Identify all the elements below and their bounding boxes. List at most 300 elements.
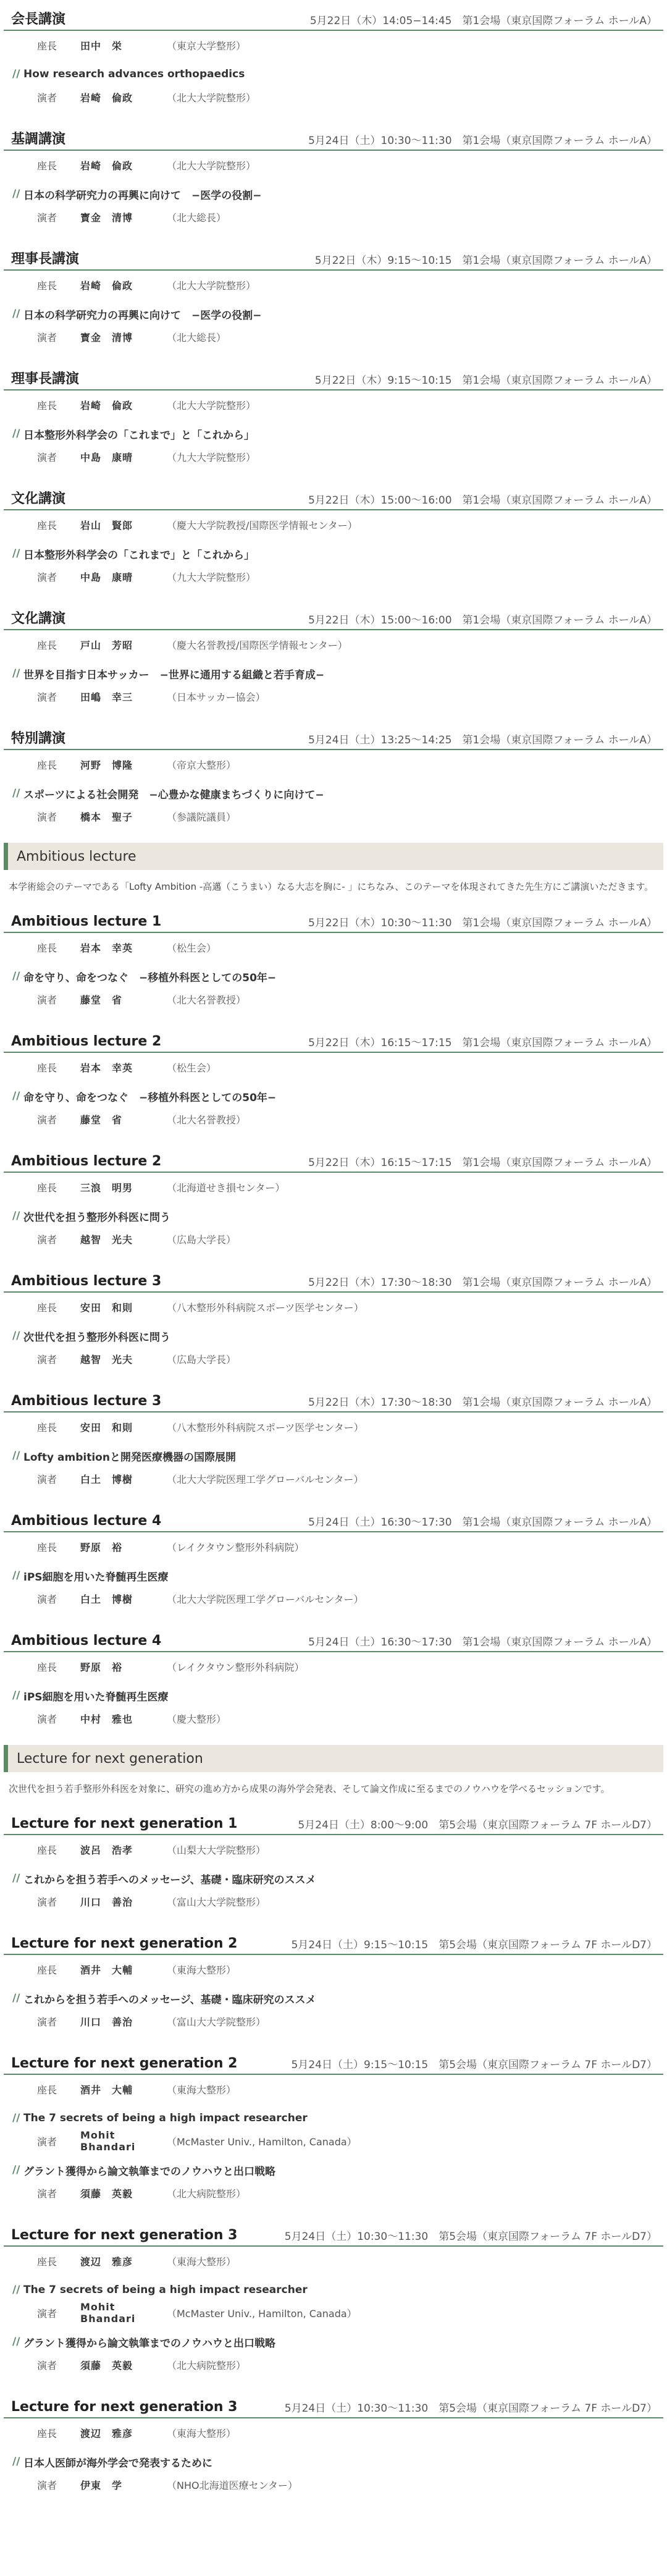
person-row [12, 1416, 663, 1437]
person-name: 川口 善治 [80, 2016, 133, 2028]
session-header [4, 1262, 663, 1293]
topic-marker-icon: // [12, 2112, 20, 2124]
person-row [12, 2130, 663, 2152]
person-name: 中村 雅也 [80, 1713, 133, 1725]
topic-marker-icon: // [12, 970, 20, 982]
person-role: 座長 [37, 1421, 57, 1434]
person-name: 中島 康晴 [80, 451, 133, 463]
person-row [12, 1296, 663, 1317]
session-datetime-venue: 5月24日（土）16:30〜17:30 第1会場（東京国際フォーラム ホールA） [308, 1636, 657, 1649]
person-row [12, 686, 663, 707]
person-affiliation: （慶大大学院教授/国際医学情報センター） [167, 519, 358, 531]
person-name: 寳金 清博 [80, 211, 133, 224]
session-block [4, 1262, 663, 1382]
person-name: 岩本 幸英 [80, 942, 133, 954]
person-role: 演者 [37, 451, 57, 463]
session-block [4, 1924, 663, 2044]
session-header [4, 2044, 663, 2075]
topic-marker-icon: // [12, 2456, 20, 2468]
session-title: Ambitious lecture 4 [11, 1633, 162, 1649]
session-header [4, 120, 663, 151]
session-body [4, 1173, 663, 1262]
session-header [4, 1804, 663, 1835]
session-header [4, 1022, 663, 1053]
person-role: 座長 [37, 2084, 57, 2096]
person-affiliation: （九大大学院整形） [167, 451, 256, 463]
session-header [4, 719, 663, 750]
person-row [12, 1176, 663, 1197]
person-row [12, 2011, 663, 2032]
session-body [4, 271, 663, 360]
session-title: 理事長講演 [11, 371, 80, 387]
person-row [12, 274, 663, 295]
lecture-topic [12, 62, 663, 87]
person-name: 三浪 明男 [80, 1181, 133, 1194]
person-role: 座長 [37, 159, 57, 172]
session-title: 文化講演 [11, 491, 66, 507]
person-name: 酒井 大輔 [80, 1964, 133, 1976]
session-header [4, 2388, 663, 2418]
lecture-topic [12, 1866, 663, 1891]
session-block [4, 902, 663, 1022]
session-title: Ambitious lecture 2 [11, 1154, 162, 1169]
person-row [12, 154, 663, 175]
session-header [4, 360, 663, 391]
session-header [4, 479, 663, 510]
person-role: 演者 [37, 1113, 57, 1126]
topic-text: 世界を目指す日本サッカー −世界に通用する組織と若手育成− [23, 669, 325, 682]
topic-text: グラント獲得から論文執筆までのノウハウと出口戦略 [23, 2165, 275, 2178]
session-header [4, 1142, 663, 1173]
person-name: 須藤 英毅 [80, 2187, 133, 2200]
person-row [12, 937, 663, 958]
session-block [4, 719, 663, 839]
person-affiliation: （日本サッカー協会） [167, 691, 266, 703]
session-block [4, 599, 663, 719]
session-block [4, 1382, 663, 1501]
person-row [12, 2302, 663, 2323]
person-role: 演者 [37, 691, 57, 703]
session-datetime-venue: 5月22日（木）10:30〜11:30 第1会場（東京国際フォーラム ホールA） [308, 917, 657, 929]
session-title: Ambitious lecture 2 [11, 1034, 162, 1049]
session-body [4, 151, 663, 240]
person-affiliation: （NHO北海道医療センター） [167, 2479, 298, 2491]
person-row [12, 634, 663, 655]
person-affiliation: （参議院議員） [167, 811, 237, 823]
session-body [4, 2418, 663, 2507]
topic-text: iPS細胞を用いた脊髄再生医療 [23, 1571, 169, 1584]
session-body [4, 1955, 663, 2044]
person-name: Mohit Bhandari [80, 2129, 136, 2153]
person-name: 岩崎 倫政 [80, 399, 133, 412]
session-datetime-venue: 5月24日（土）9:15〜10:15 第5会場（東京国際フォーラム 7F ホールD7） [291, 1939, 657, 1951]
person-role: 演者 [37, 1593, 57, 1605]
session-header [4, 0, 663, 31]
person-name: 白土 博樹 [80, 1593, 133, 1605]
topic-marker-icon: // [12, 1210, 20, 1222]
session-body [4, 2247, 663, 2388]
session-datetime-venue: 5月22日（木）16:15〜17:15 第1会場（東京国際フォーラム ホールA） [308, 1037, 657, 1049]
person-row [12, 1588, 663, 1609]
person-name: 渡辺 雅彦 [80, 2427, 133, 2439]
session-title: 会長講演 [11, 12, 66, 27]
session-datetime-venue: 5月24日（土）8:00〜9:00 第5会場（東京国際フォーラム 7F ホールD7） [298, 1819, 657, 1831]
session-title: Ambitious lecture 3 [11, 1273, 162, 1289]
topic-text: 日本人医師が海外学会で発表するために [23, 2457, 212, 2470]
person-row [12, 2079, 663, 2100]
session-datetime-venue: 5月24日（土）10:30〜11:30 第1会場（東京国際フォーラム ホールA） [308, 135, 657, 147]
session-datetime-venue: 5月24日（土）16:30〜17:30 第1会場（東京国際フォーラム ホールA） [308, 1516, 657, 1529]
person-affiliation: （慶大名誉教授/国際医学情報センター） [167, 639, 348, 651]
person-row [12, 566, 663, 587]
person-affiliation: （北大総長） [167, 211, 227, 224]
person-name: 岩本 幸英 [80, 1062, 133, 1074]
lecture-topic [12, 661, 663, 686]
person-role: 演者 [37, 1233, 57, 1246]
session-title: Ambitious lecture 4 [11, 1513, 162, 1529]
session-body [4, 391, 663, 479]
person-role: 演者 [37, 1713, 57, 1725]
topic-marker-icon: // [12, 1872, 20, 1885]
session-title: Lecture for next generation 1 [11, 1816, 238, 1831]
person-role: 座長 [37, 279, 57, 292]
person-name: 伊東 学 [80, 2479, 123, 2491]
person-role: 演者 [37, 2016, 57, 2028]
person-affiliation: （富山大大学院整形） [167, 2016, 266, 2028]
session-body [4, 1835, 663, 1924]
lecture-topic [12, 182, 663, 206]
session-body [4, 1532, 663, 1621]
person-affiliation: （北海道せき損センター） [167, 1181, 285, 1194]
session-datetime-venue: 5月22日（木）15:00〜16:00 第1会場（東京国際フォーラム ホールA） [308, 494, 657, 507]
person-name: 川口 善治 [80, 1896, 133, 1908]
session-datetime-venue: 5月22日（木）9:15〜10:15 第1会場（東京国際フォーラム ホールA） [314, 374, 657, 387]
person-name: 岩崎 倫政 [80, 159, 133, 172]
session-header [4, 1501, 663, 1532]
person-role: 演者 [37, 91, 57, 104]
session-body [4, 1413, 663, 1501]
person-row [12, 1348, 663, 1369]
person-role: 座長 [37, 1062, 57, 1074]
person-affiliation: （東京大学整形） [167, 40, 246, 52]
person-name: 寳金 清博 [80, 331, 133, 344]
person-affiliation: （九大大学院整形） [167, 571, 256, 583]
person-name: 白土 博樹 [80, 1473, 133, 1485]
section-heading: Ambitious lecture [4, 843, 663, 870]
lecture-topic [12, 1324, 663, 1348]
person-row [12, 1468, 663, 1489]
person-name: 越智 光夫 [80, 1233, 133, 1246]
session-title: 基調講演 [11, 132, 66, 147]
session-datetime-venue: 5月24日（土）9:15〜10:15 第5会場（東京国際フォーラム 7F ホールD7） [291, 2059, 657, 2071]
person-role: 演者 [37, 2359, 57, 2371]
person-name: 安田 和則 [80, 1421, 133, 1434]
topic-marker-icon: // [12, 2164, 20, 2176]
topic-text: 日本整形外科学会の「これまで」と「これから」 [23, 549, 254, 562]
session-block [4, 0, 663, 120]
session-block [4, 1142, 663, 1262]
person-role: 座長 [37, 1661, 57, 1673]
topic-text: 日本整形外科学会の「これまで」と「これから」 [23, 429, 254, 442]
person-affiliation: （McMaster Univ., Hamilton, Canada） [167, 2135, 357, 2148]
person-role: 演者 [37, 1353, 57, 1366]
person-role: 演者 [37, 2479, 57, 2491]
person-name: 波呂 浩孝 [80, 1844, 133, 1856]
person-name: 越智 光夫 [80, 1353, 133, 1366]
person-role: 演者 [37, 1473, 57, 1485]
person-name: 岩崎 倫政 [80, 91, 133, 104]
topic-text: Lofty ambitionと開発医療機器の国際展開 [23, 1451, 236, 1464]
topic-text: 日本の科学研究力の再興に向けて −医学の役割− [23, 309, 262, 322]
person-row [12, 2474, 663, 2495]
topic-marker-icon: // [12, 1450, 20, 1462]
session-body [4, 1652, 663, 1741]
person-name: 河野 博隆 [80, 759, 133, 771]
person-affiliation: （東海大整形） [167, 2255, 237, 2268]
lecture-topic [12, 541, 663, 566]
lecture-topic [12, 2158, 663, 2182]
session-body [4, 31, 663, 120]
session-block [4, 479, 663, 599]
session-header [4, 2216, 663, 2247]
person-affiliation: （北大大学院整形） [167, 159, 256, 172]
session-datetime-venue: 5月22日（木）14:05−14:45 第1会場（東京国際フォーラム ホールA） [309, 15, 657, 27]
topic-marker-icon: // [12, 188, 20, 200]
person-row [12, 1708, 663, 1729]
topic-text: The 7 secrets of being a high impact researcher [23, 2112, 308, 2124]
topic-text: 次世代を担う整形外科医に問う [23, 1331, 170, 1344]
person-name: 藤堂 省 [80, 1113, 123, 1126]
lecture-topic [12, 2449, 663, 2474]
person-affiliation: （McMaster Univ., Hamilton, Canada） [167, 2307, 357, 2320]
session-title: Lecture for next generation 3 [11, 2399, 238, 2415]
topic-marker-icon: // [12, 547, 20, 560]
person-role: 座長 [37, 1181, 57, 1194]
person-affiliation: （広島大学長） [167, 1233, 237, 1246]
topic-marker-icon: // [12, 667, 20, 680]
person-role: 座長 [37, 1301, 57, 1314]
person-affiliation: （東海大整形） [167, 1964, 237, 1976]
person-affiliation: （東海大整形） [167, 2427, 237, 2439]
session-title: 理事長講演 [11, 251, 80, 267]
person-row [12, 87, 663, 108]
person-name: 須藤 英毅 [80, 2359, 133, 2371]
session-header [4, 1924, 663, 1955]
topic-text: 日本の科学研究力の再興に向けて −医学の役割− [23, 189, 262, 202]
lecture-topic [12, 1563, 663, 1588]
lecture-topic [12, 2329, 663, 2354]
session-block [4, 1621, 663, 1741]
person-row [12, 206, 663, 227]
section-heading: Lecture for next generation [4, 1745, 663, 1772]
topic-text: スポーツによる社会開発 −心豊かな健康まちづくりに向けて− [23, 788, 324, 801]
person-affiliation: （レイクタウン整形外科病院） [167, 1661, 304, 1673]
session-title: 文化講演 [11, 611, 66, 627]
person-name: 岩山 賢郎 [80, 519, 133, 531]
session-title: Lecture for next generation 2 [11, 1936, 238, 1951]
person-row [12, 1228, 663, 1249]
person-row [12, 1839, 663, 1860]
session-title: 特別講演 [11, 731, 66, 746]
person-role: 座長 [37, 40, 57, 52]
person-name: Mohit Bhandari [80, 2301, 136, 2325]
person-role: 座長 [37, 399, 57, 412]
lecture-topic [12, 302, 663, 326]
person-role: 座長 [37, 519, 57, 531]
person-affiliation: （北大大学院整形） [167, 399, 256, 412]
session-datetime-venue: 5月24日（土）10:30〜11:30 第5会場（東京国際フォーラム 7F ホールD7） [284, 2402, 657, 2415]
session-body [4, 1053, 663, 1142]
person-affiliation: （北大名誉教授） [167, 994, 246, 1006]
session-block [4, 120, 663, 240]
person-name: 岩崎 倫政 [80, 279, 133, 292]
lecture-topic [12, 1443, 663, 1468]
person-row [12, 35, 663, 56]
person-affiliation: （レイクタウン整形外科病院） [167, 1541, 304, 1553]
person-affiliation: （東海大整形） [167, 2084, 237, 2096]
person-affiliation: （帝京大整形） [167, 759, 237, 771]
session-title: Lecture for next generation 3 [11, 2228, 238, 2243]
person-row [12, 989, 663, 1010]
person-affiliation: （北大大学院医理工学グローバルセンター） [167, 1473, 364, 1485]
person-name: 藤堂 省 [80, 994, 123, 1006]
topic-marker-icon: // [12, 1992, 20, 2004]
person-affiliation: （松生会） [167, 942, 217, 954]
topic-marker-icon: // [12, 1689, 20, 1702]
person-name: 中島 康晴 [80, 571, 133, 583]
session-block [4, 1804, 663, 1924]
person-row [12, 1536, 663, 1557]
session-block [4, 360, 663, 479]
person-affiliation: （北大病院整形） [167, 2187, 246, 2200]
person-affiliation: （北大大学院整形） [167, 279, 256, 292]
person-row [12, 1891, 663, 1912]
person-role: 演者 [37, 2187, 57, 2200]
lecture-topic [12, 2106, 663, 2130]
person-role: 演者 [37, 1896, 57, 1908]
session-body [4, 750, 663, 839]
person-role: 座長 [37, 1541, 57, 1553]
session-block [4, 2388, 663, 2507]
person-row [12, 446, 663, 467]
person-role: 演者 [37, 994, 57, 1006]
topic-text: The 7 secrets of being a high impact researcher [23, 2284, 308, 2296]
person-affiliation: （松生会） [167, 1062, 217, 1074]
person-name: 戸山 芳昭 [80, 639, 133, 651]
session-block [4, 1022, 663, 1142]
topic-marker-icon: // [12, 1330, 20, 1342]
person-role: 演者 [37, 2307, 57, 2320]
session-title: Lecture for next generation 2 [11, 2056, 238, 2071]
person-name: 野原 裕 [80, 1541, 123, 1553]
person-role: 演者 [37, 211, 57, 224]
session-header [4, 1621, 663, 1652]
session-datetime-venue: 5月24日（土）10:30〜11:30 第5会場（東京国際フォーラム 7F ホールD7） [284, 2231, 657, 2243]
person-role: 演者 [37, 331, 57, 344]
session-datetime-venue: 5月24日（土）13:25〜14:25 第1会場（東京国際フォーラム ホールA） [308, 734, 657, 746]
person-affiliation: （山梨大大学院整形） [167, 1844, 266, 1856]
topic-marker-icon: // [12, 1569, 20, 1582]
session-header [4, 1382, 663, 1413]
topic-marker-icon: // [12, 1090, 20, 1102]
person-role: 座長 [37, 759, 57, 771]
person-row [12, 754, 663, 775]
person-role: 座長 [37, 2427, 57, 2439]
session-title: Ambitious lecture 1 [11, 914, 162, 929]
session-block [4, 1501, 663, 1621]
person-name: 田嶋 幸三 [80, 691, 133, 703]
person-name: 酒井 大輔 [80, 2084, 133, 2096]
person-row [12, 2422, 663, 2443]
lecture-topic [12, 421, 663, 446]
person-name: 安田 和則 [80, 1301, 133, 1314]
lecture-topic [12, 2278, 663, 2302]
person-affiliation: （慶大整形） [167, 1713, 227, 1725]
topic-marker-icon: // [12, 2336, 20, 2348]
person-row [12, 326, 663, 347]
person-role: 座長 [37, 942, 57, 954]
section-description: 次世代を担う若手整形外科医を対象に、研究の進め方から成果の海外学会発表、そして論文作成に至るまでのノウハウを学べるセッションです。 [9, 1783, 610, 1794]
person-row [12, 1057, 663, 1078]
person-affiliation: （八木整形外科病院スポーツ医学センター） [167, 1301, 364, 1314]
session-block [4, 240, 663, 360]
session-body [4, 510, 663, 599]
topic-text: 次世代を担う整形外科医に問う [23, 1211, 170, 1224]
person-row [12, 514, 663, 535]
person-affiliation: （北大大学院整形） [167, 91, 256, 104]
lecture-topic [12, 781, 663, 806]
topic-marker-icon: // [12, 308, 20, 320]
topic-text: これからを担う若手へのメッセージ、基礎・臨床研究のススメ [23, 1873, 316, 1886]
person-row [12, 806, 663, 827]
section-description: 本学術総会のテーマである「Lofty Ambition -高邁（こうまい）なる大志を胸に- 」にちなみ、このテーマを体現されてきた先生方にご講演いただきます。 [9, 881, 654, 892]
person-role: 演者 [37, 2135, 57, 2148]
session-header [4, 240, 663, 271]
person-affiliation: （北大大学院医理工学グローバルセンター） [167, 1593, 364, 1605]
topic-marker-icon: // [12, 2284, 20, 2296]
person-affiliation: （広島大学長） [167, 1353, 237, 1366]
topic-text: 命を守り、命をつなぐ −移植外科医としての50年− [23, 1091, 277, 1104]
session-datetime-venue: 5月22日（木）17:30〜18:30 第1会場（東京国際フォーラム ホールA） [308, 1396, 657, 1409]
session-datetime-venue: 5月22日（木）16:15〜17:15 第1会場（東京国際フォーラム ホールA） [308, 1157, 657, 1169]
topic-marker-icon: // [12, 787, 20, 800]
session-block [4, 2044, 663, 2216]
person-role: 座長 [37, 2255, 57, 2268]
person-role: 演者 [37, 811, 57, 823]
session-header [4, 902, 663, 933]
topic-marker-icon: // [12, 428, 20, 440]
session-body [4, 630, 663, 719]
topic-marker-icon: // [12, 68, 20, 80]
topic-text: これからを担う若手へのメッセージ、基礎・臨床研究のススメ [23, 1993, 316, 2006]
topic-text: iPS細胞を用いた脊髄再生医療 [23, 1691, 169, 1704]
person-role: 座長 [37, 639, 57, 651]
person-row [12, 394, 663, 415]
person-row [12, 2250, 663, 2271]
session-body [4, 933, 663, 1022]
person-name: 田中 栄 [80, 40, 123, 52]
lecture-topic [12, 1084, 663, 1109]
person-affiliation: （八木整形外科病院スポーツ医学センター） [167, 1421, 364, 1434]
topic-text: 命を守り、命をつなぐ −移植外科医としての50年− [23, 971, 277, 984]
session-datetime-venue: 5月22日（木）15:00〜16:00 第1会場（東京国際フォーラム ホールA） [308, 614, 657, 627]
person-name: 渡辺 雅彦 [80, 2255, 133, 2268]
session-datetime-venue: 5月22日（木）17:30〜18:30 第1会場（東京国際フォーラム ホールA） [308, 1277, 657, 1289]
session-datetime-venue: 5月22日（木）9:15〜10:15 第1会場（東京国際フォーラム ホールA） [314, 255, 657, 267]
person-name: 野原 裕 [80, 1661, 123, 1673]
session-body [4, 1293, 663, 1382]
lecture-topic [12, 1204, 663, 1228]
